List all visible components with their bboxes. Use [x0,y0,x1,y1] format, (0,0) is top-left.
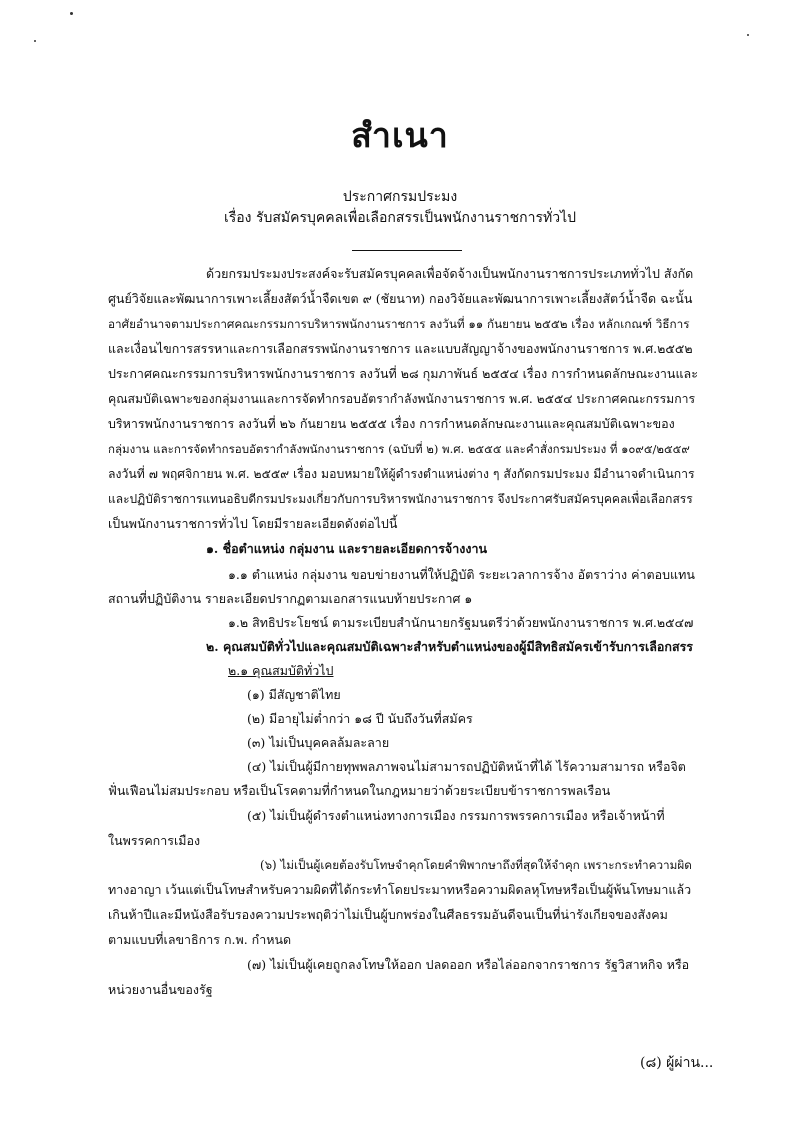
intro-line: ศูนย์วิจัยและพัฒนาการเพาะเลี้ยงสัตว์น้ำจืดเขต ๙ (ชัยนาท) กองวิจัยและพัฒนาการเพาะเลี้ยงสัตว์น้ำจืด ฉะนั้น [108,291,693,306]
qualification-4-cont: ฟั่นเฟือนไม่สมประกอบ หรือเป็นโรคตามที่กำหนดในกฎหมายว่าด้วยระเบียบข้าราชการพลเรือน [108,783,611,798]
qualification-3: (๓) ไม่เป็นบุคคลล้มละลาย [247,735,390,750]
qualification-6: (๖) ไม่เป็นผู้เคยต้องรับโทษจำคุกโดยคำพิพากษาถึงที่สุดให้จำคุก เพราะกระทำความผิด [260,858,692,872]
intro-line: เป็นพนักงานราชการทั่วไป โดยมีรายละเอียดดังต่อไปนี้ [108,516,398,531]
scan-speck [34,40,36,42]
item-1-2: ๑.๒ สิทธิประโยชน์ ตามระเบียบสำนักนายกรัฐมนตรีว่าด้วยพนักงานราชการ พ.ศ.๒๕๔๗ [228,615,694,630]
title-divider [352,250,462,251]
scan-speck [747,34,749,36]
next-page-marker: (๘) ผู้ผ่าน... [640,1055,714,1071]
intro-line: และเงื่อนไขการสรรหาและการเลือกสรรพนักงานราชการ และแบบสัญญาจ้างของพนักงานราชการ พ.ศ.๒๕๕๒ [108,341,693,356]
qualification-5-cont: ในพรรคการเมือง [108,833,201,848]
qualification-5: (๕) ไม่เป็นผู้ดำรงตำแหน่งทางการเมือง กรรมการพรรคการเมือง หรือเจ้าหน้าที่ [247,808,665,823]
qualification-6-cont: ตามแบบที่เลขาธิการ ก.พ. กำหนด [108,932,292,947]
qualification-1: (๑) มีสัญชาติไทย [247,687,341,702]
qualification-6-cont: เกินห้าปีและมีหนังสือรับรองความประพฤติว่าไม่เป็นผู้บกพร่องในศีลธรรมอันดีจนเป็นที่น่ารังเกียจของสังคม [108,907,668,922]
intro-line: อาศัยอำนาจตามประกาศคณะกรรมการบริหารพนักงานราชการ ลงวันที่ ๑๑ กันยายน ๒๕๕๒ เรื่อง หลักเกณฑ์ วิธีการ [108,317,690,331]
page-title: สำเนา [351,116,449,156]
qualification-4: (๔) ไม่เป็นผู้มีกายทุพพลภาพจนไม่สามารถปฏิบัติหน้าที่ได้ ไร้ความสามารถ หรือจิต [247,759,686,774]
scan-speck [70,12,73,15]
qualification-7: (๗) ไม่เป็นผู้เคยถูกลงโทษให้ออก ปลดออก หรือไล่ออกจากราชการ รัฐวิสาหกิจ หรือ [247,957,690,972]
intro-line: และปฏิบัติราชการแทนอธิบดีกรมประมงเกี่ยวกับการบริหารพนักงานราชการ จึงประกาศรับสมัครบุคคลเพื่อเลือกสรร [108,492,693,506]
intro-line: บริหารพนักงานราชการ ลงวันที่ ๒๖ กันยายน ๒๕๕๕ เรื่อง การกำหนดลักษณะงานและคุณสมบัติเฉพาะของ [108,416,675,431]
intro-line: กลุ่มงาน และการจัดทำกรอบอัตรากำลังพนักงานราชการ (ฉบับที่ ๒) พ.ศ. ๒๕๕๕ และคำสั่งกรมประมง ที่ ๑๐๙๕/๒๕๕๙ [108,442,690,456]
section-1-heading: ๑. ชื่อตำแหน่ง กลุ่มงาน และรายละเอียดการจ้างงาน [206,541,488,556]
section-2-heading: ๒. คุณสมบัติทั่วไปและคุณสมบัติเฉพาะสำหรับตำแหน่งของผู้มีสิทธิสมัครเข้ารับการเลือกสรร [206,639,694,654]
qualification-6-cont: ทางอาญา เว้นแต่เป็นโทษสำหรับความผิดที่ได้กระทำโดยประมาทหรือความผิดลหุโทษหรือเป็นผู้พ้นโทษมาแล้ว [108,882,692,897]
issuer-line: ประกาศกรมประมง [342,189,458,205]
item-1-1-line: ๑.๑ ตำแหน่ง กลุ่มงาน ขอบข่ายงานที่ให้ปฏิบัติ ระยะเวลาการจ้าง อัตราว่าง ค่าตอบแทน [228,567,695,582]
qualification-7-cont: หน่วยงานอื่นของรัฐ [108,982,213,997]
intro-line: คุณสมบัติเฉพาะของกลุ่มงานและการจัดทำกรอบอัตรากำลังพนักงานราชการ พ.ศ. ๒๕๕๔ ประกาศคณะกรรมการ [108,392,696,406]
section-2-1-heading: ๒.๑ คุณสมบัติทั่วไป [228,663,334,678]
intro-line: ลงวันที่ ๗ พฤศจิกายน พ.ศ. ๒๕๕๙ เรื่อง มอบหมายให้ผู้ดำรงตำแหน่งต่าง ๆ สังกัดกรมประมง มีอำนาจดำเนินการ [108,467,695,481]
intro-line: ด้วยกรมประมงประสงค์จะรับสมัครบุคคลเพื่อจัดจ้างเป็นพนักงานราชการประเภททั่วไป สังกัด [206,266,694,281]
subject-line: เรื่อง รับสมัครบุคคลเพื่อเลือกสรรเป็นพนักงานราชการทั่วไป [223,210,577,226]
intro-line: ประกาศคณะกรรมการบริหารพนักงานราชการ ลงวันที่ ๒๘ กุมภาพันธ์ ๒๕๕๔ เรื่อง การกำหนดลักษณะงานและ [108,366,698,381]
item-1-1-line: สถานที่ปฏิบัติงาน รายละเอียดปรากฏตามเอกสารแนบท้ายประกาศ ๑ [108,591,473,606]
qualification-2: (๒) มีอายุไม่ต่ำกว่า ๑๘ ปี นับถึงวันที่สมัคร [247,711,473,726]
